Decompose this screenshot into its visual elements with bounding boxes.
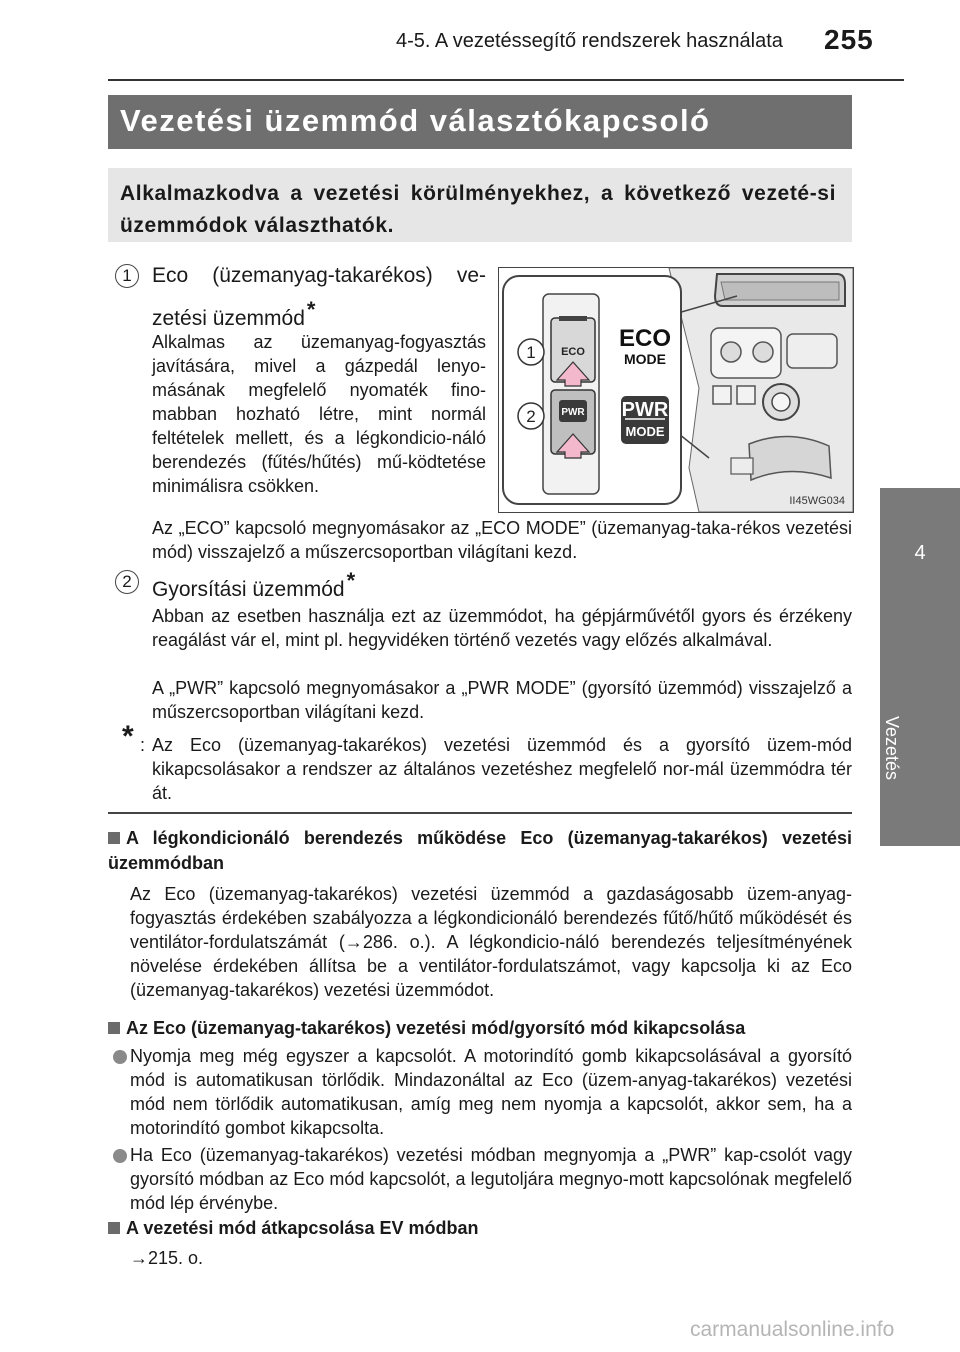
section-title: 4-5. A vezetéssegítő rendszerek használata [396, 30, 783, 52]
section-3-heading [108, 1216, 852, 1241]
arrow-icon: → [130, 1248, 148, 1268]
item-1-asterisk: * [306, 297, 316, 322]
pwr-mode-indicator-small: MODE [625, 424, 665, 439]
header-rule [108, 79, 904, 81]
section-3-reference [130, 1246, 430, 1270]
item-number-1: 1 [115, 264, 139, 288]
section-separator [108, 812, 852, 814]
intro-text: Alkalmazkodva a vezetési körülményekhez, a következő vezeté-si üzemmódok választhatók. [120, 182, 836, 237]
eco-pwr-switch-figure [498, 267, 854, 513]
circle-bullet-icon [113, 1149, 127, 1163]
eco-mode-indicator-big: ECO [618, 325, 672, 352]
section-2-heading [108, 1016, 852, 1041]
item-2-heading-text: Gyorsítási üzemmód [152, 578, 345, 601]
section-1-body-post: 286. o.). A légkondicio-náló berendezés teljesítményének növelése érdekében állítsa be a ventilátor-fordulatszámot, vagy kapcsolja ki az Eco (üzemanyag-takarékos) vezetési üzemmódot. [130, 932, 852, 1000]
dashboard-illustration [499, 268, 853, 512]
section-3-heading-text: A vezetési mód átkapcsolása EV módban [126, 1218, 479, 1238]
section-2-bullet-2: Ha Eco (üzemanyag-takarékos) vezetési módban megnyomja a „PWR” kap-csolót vagy gyorsító módban az Eco mód kapcsolót, a legutoljára megnyo-mott kapcsolónak megfelelő mód lép érvénybe. [130, 1145, 852, 1213]
footnote-colon: : [140, 735, 146, 755]
item-2-description: Abban az esetben használja ezt az üzemmódot, ha gépjárművétől gyors és érzékeny reagálást vár el, mint pl. hegyvidéken történő vezetés vagy előzés alkalmával. [152, 606, 852, 650]
item-1-note: Az „ECO” kapcsoló megnyomásakor az „ECO MODE” (üzemanyag-taka-rékos vezetési mód) visszajelző a műszercsoportban világítani kezd. [152, 518, 852, 562]
pwr-mode-indicator-big: PWR [621, 399, 669, 421]
footnote-text: Az Eco (üzemanyag-takarékos) vezetési üzemmód és a gyorsító üzem-mód kikapcsolásakor a rendszer az általános vezetéshez megfelelő nor-mál üzemmódra tér át. [152, 735, 852, 803]
square-bullet-icon [108, 832, 120, 844]
square-bullet-icon [108, 1022, 120, 1034]
chapter-side-tab [880, 488, 960, 846]
callout-2-label: 2 [526, 407, 536, 426]
eco-button-label: ECO [561, 346, 585, 358]
circle-bullet-icon [113, 1050, 127, 1064]
section-1-heading [108, 826, 852, 876]
section-1-body-pre: Az Eco (üzemanyag-takarékos) vezetési üzemmód a gazdaságosabb üzem-anyag-fogyasztás érdekében szabályozza a légkondicionáló berendezés fűtő/hűtő működését és ventilátor-fordulatszámát ( [130, 884, 852, 952]
item-1-heading-line2: zetési üzemmód [152, 307, 305, 330]
page-title: Vezetési üzemmód választókapcsoló [120, 103, 711, 138]
intro-box [108, 168, 852, 242]
page-title-bar [108, 95, 852, 149]
figure-code: II45WG034 [789, 495, 845, 507]
item-number-2: 2 [115, 570, 139, 594]
page-number: 255 [824, 24, 874, 55]
page-header [0, 0, 960, 80]
eco-mode-indicator-small: MODE [624, 351, 666, 367]
section-2-heading-text: Az Eco (üzemanyag-takarékos) vezetési mód/gyorsító mód kikapcsolása [126, 1018, 746, 1038]
item-2-note: A „PWR” kapcsoló megnyomásakor a „PWR MODE” (gyorsító üzemmód) visszajelző a műszercsoportban világítani kezd. [152, 678, 852, 722]
section-1-body [130, 882, 852, 1002]
section-2-bullet-1: Nyomja meg még egyszer a kapcsolót. A motorindító gomb kikapcsolásával a gyorsító mód is automatikusan törlődik. Mindazonáltal az Eco (üzem-anyag-takarékos) vezetési mód nem törlődik automatikusan, amíg meg nem nyomja a kapcsolót, akkor sem, ha a motorindító gombot kikapcsolta. [130, 1046, 852, 1138]
square-bullet-icon [108, 1222, 120, 1234]
section-1-heading-text: A légkondicionáló berendezés működése Eco (üzemanyag-takarékos) vezetési üzemmódban [108, 828, 852, 873]
callout-1-label: 1 [526, 343, 536, 362]
item-2-heading [152, 564, 652, 607]
watermark: carmanualsonline.info [690, 1318, 895, 1341]
pwr-button-label: PWR [561, 407, 585, 418]
section-3-ref-text: 215. o. [148, 1248, 204, 1268]
chapter-label: Vezetés [882, 716, 902, 781]
item-1-heading-line1: Eco (üzemanyag-takarékos) ve- [152, 264, 486, 287]
arrow-icon: → [344, 932, 363, 952]
item-1-description: Alkalmas az üzemanyag-fogyasztás javítására, mivel a gázpedál lenyo-másának megfelelő nyomaték fino-mabban hozható létre, mint normál feltételek mellett, és a légkondicio-náló berendezés (fűtés/hűtés) mű-ködtetése minimálisra csökken. [152, 332, 486, 496]
chapter-number: 4 [914, 542, 926, 564]
item-1-heading [152, 259, 486, 336]
item-2-asterisk: * [346, 568, 356, 593]
footnote-asterisk: * [122, 720, 134, 753]
